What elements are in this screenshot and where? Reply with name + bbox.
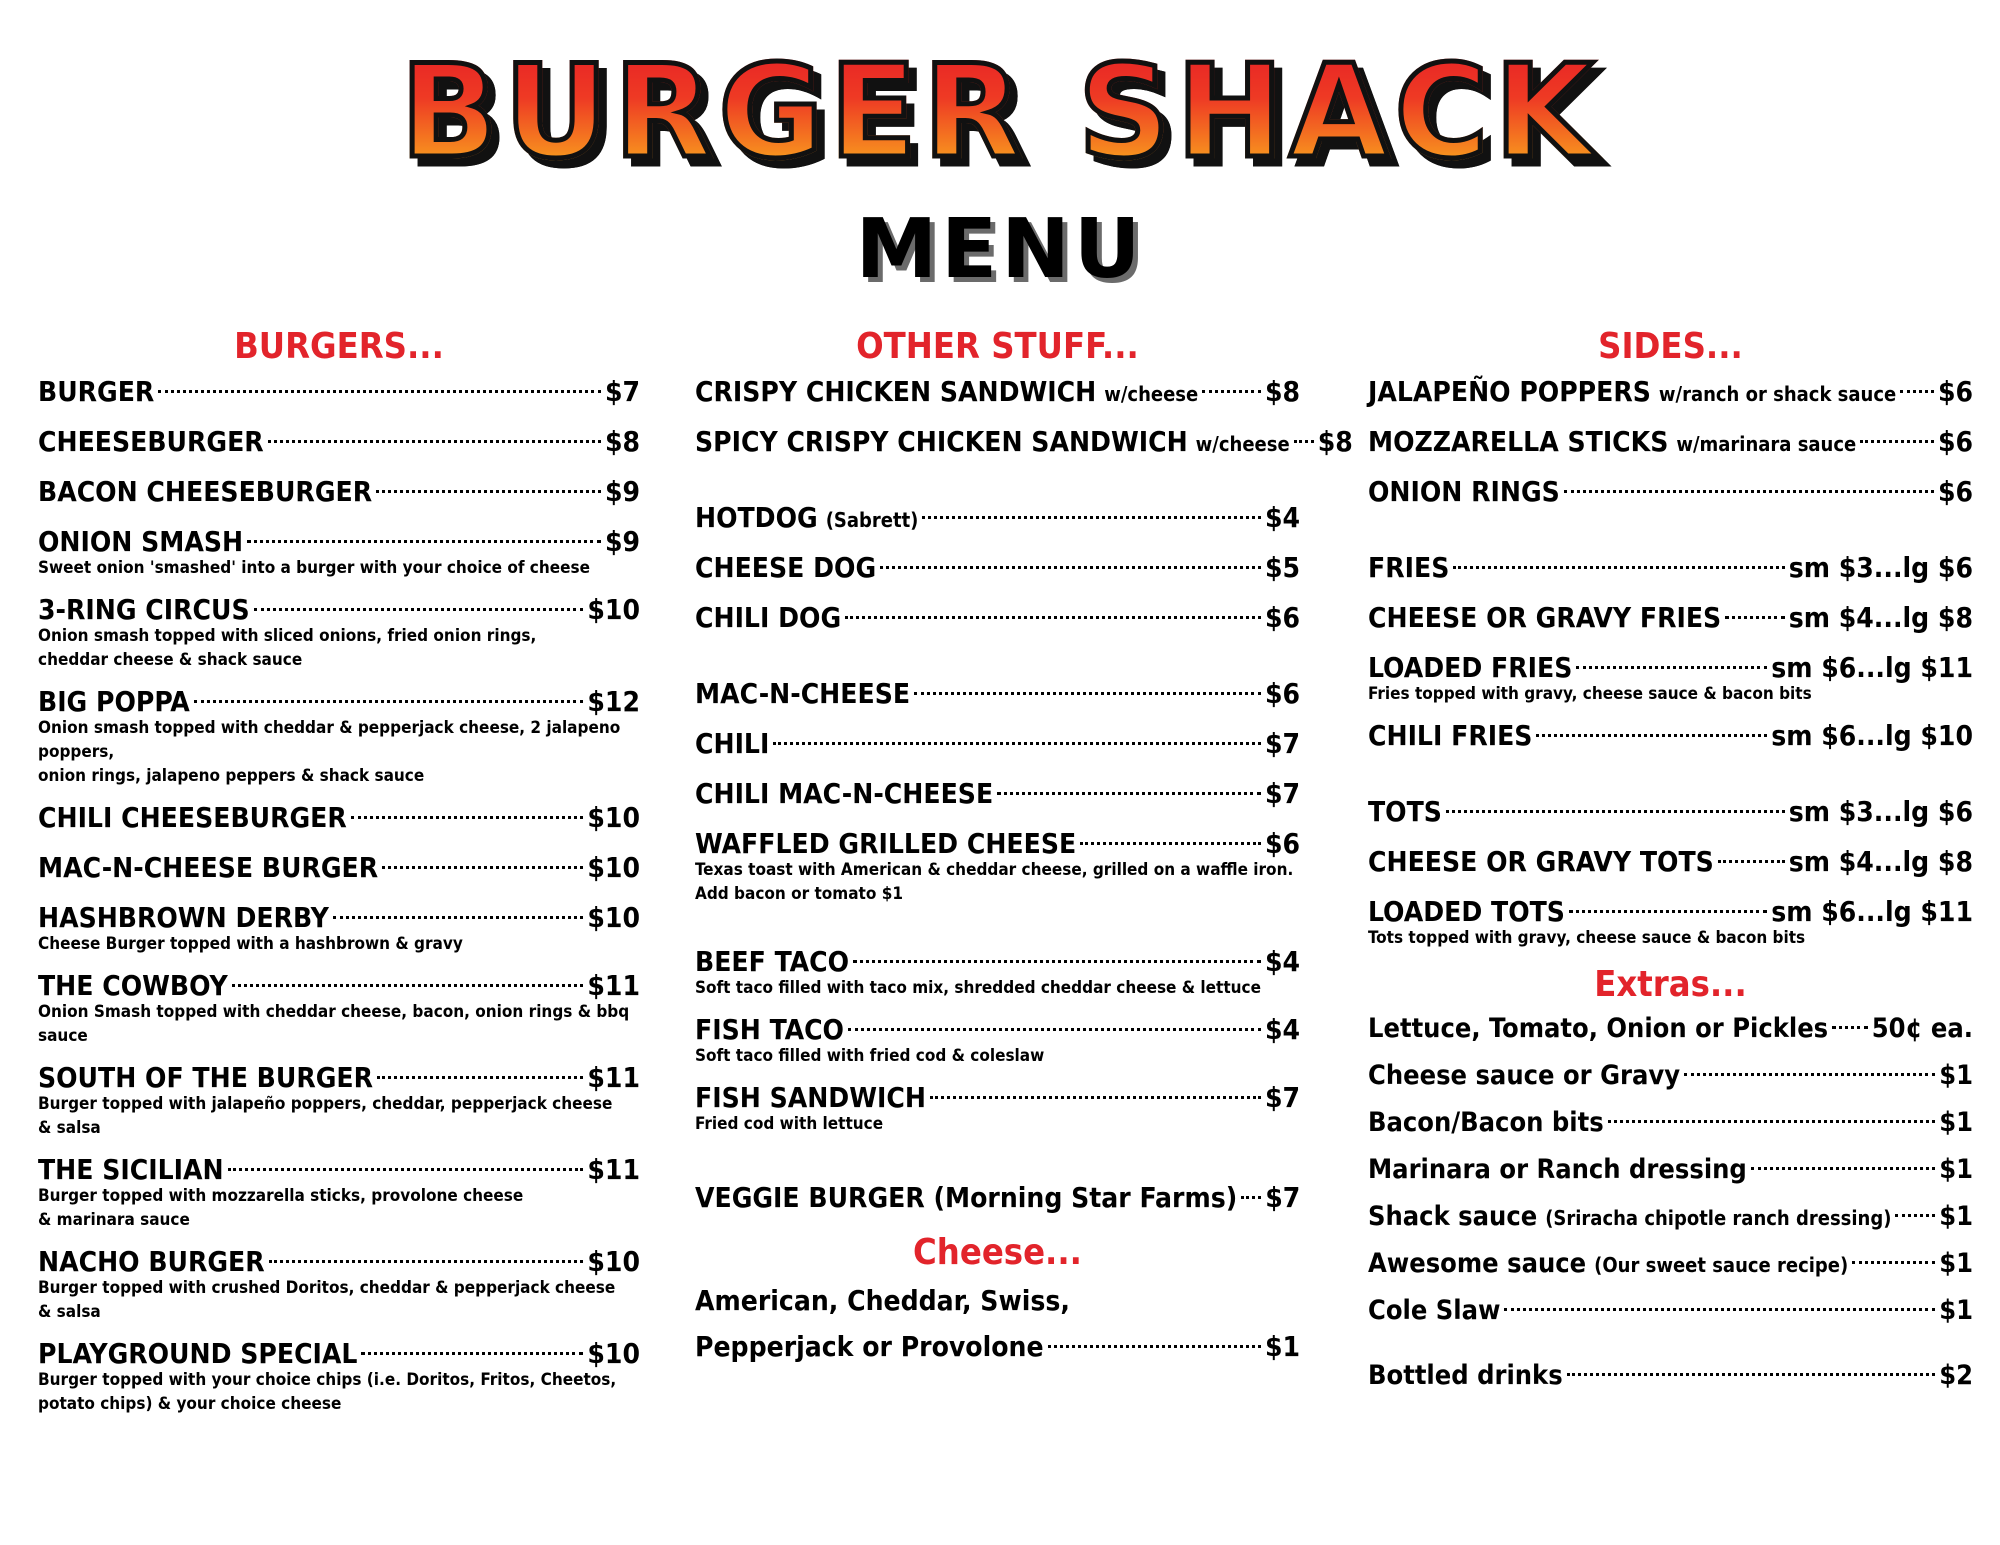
menu-item	[38, 1334, 640, 1416]
item-name: FRIES	[1368, 551, 1450, 584]
menu-item	[38, 966, 640, 1048]
menu-item	[1368, 1245, 1973, 1283]
cheese-price: $1	[1264, 1330, 1300, 1363]
item-price: $7	[1265, 1181, 1301, 1214]
leader-dots	[254, 608, 584, 611]
item-name: VEGGIE BURGER (Morning Star Farms)	[695, 1181, 1238, 1214]
item-price: sm $4...lg $8	[1788, 845, 1973, 878]
item-description: potato chips) & your choice cheese	[38, 1394, 342, 1414]
item-name: CHEESE OR GRAVY TOTS	[1368, 845, 1714, 878]
item-name: Cole Slaw	[1368, 1295, 1501, 1326]
item-name: HASHBROWN DERBY	[38, 901, 329, 934]
item-price: $11	[587, 1061, 640, 1094]
item-price: $6	[1937, 475, 1973, 508]
leader-dots	[1832, 1026, 1868, 1029]
leader-dots	[1241, 1196, 1261, 1199]
leader-dots	[845, 616, 1261, 619]
other-stuff-heading: OTHER STUFF...	[856, 326, 1139, 367]
item-name: CHEESEBURGER	[38, 425, 264, 458]
item-price: $4	[1264, 1013, 1300, 1046]
menu-item	[38, 590, 640, 672]
item-name: ONION RINGS	[1368, 475, 1560, 508]
leader-dots	[914, 692, 1261, 695]
restaurant-title: BURGER SHACK	[0, 38, 2000, 188]
item-name: CHILI MAC-N-CHEESE	[695, 777, 994, 810]
item-description: Fried cod with lettuce	[695, 1114, 884, 1134]
menu-item	[695, 548, 1300, 588]
leader-dots	[351, 816, 584, 819]
menu-item	[1368, 598, 1973, 638]
menu-item	[1368, 1198, 1973, 1236]
menu-item	[1368, 792, 1973, 832]
item-name: LOADED TOTS	[1368, 895, 1565, 928]
menu-item	[695, 724, 1300, 764]
item-price: $6	[1264, 677, 1300, 710]
item-price: $10	[587, 801, 640, 834]
menu-item	[1368, 1057, 1973, 1095]
leader-dots	[247, 540, 601, 543]
leader-dots	[268, 440, 601, 443]
item-name: Cheese sauce or Gravy	[1368, 1060, 1681, 1091]
leader-dots	[382, 866, 583, 869]
leader-dots	[880, 566, 1261, 569]
menu-item	[38, 848, 640, 888]
item-name: 3-RING CIRCUS	[38, 593, 250, 626]
item-description: Burger topped with crushed Doritos, cheddar & pepperjack cheese	[38, 1278, 616, 1298]
item-price: $7	[1264, 777, 1300, 810]
menu-item	[695, 1010, 1300, 1068]
leader-dots	[1504, 1308, 1935, 1311]
item-name: BURGER	[38, 375, 155, 408]
item-name: THE SICILIAN	[38, 1153, 224, 1186]
item-price: $8	[604, 425, 640, 458]
item-name: TOTS	[1368, 795, 1442, 828]
leader-dots	[194, 700, 584, 703]
leader-dots	[1751, 1167, 1935, 1170]
leader-dots	[997, 792, 1261, 795]
item-description: Texas toast with American & cheddar cheese, grilled on a waffle iron.	[695, 860, 1294, 880]
item-price: $5	[1264, 551, 1300, 584]
leader-dots	[773, 742, 1261, 745]
menu-item	[1368, 842, 1973, 882]
menu-item	[1368, 1104, 1973, 1142]
leader-dots	[1294, 440, 1314, 443]
sides-list	[1368, 372, 1973, 950]
item-price: $2	[1939, 1360, 1973, 1391]
item-name: CHEESE DOG	[695, 551, 877, 584]
item-description: Tots topped with gravy, cheese sauce & bacon bits	[1368, 928, 1806, 948]
item-name: JALAPEÑO POPPERS	[1368, 375, 1651, 408]
item-price: $6	[1264, 601, 1300, 634]
item-price: $10	[587, 593, 640, 626]
item-name: Awesome sauce	[1368, 1248, 1587, 1279]
menu-item	[38, 798, 640, 838]
item-price: $7	[604, 375, 640, 408]
menu-item	[1368, 892, 1973, 950]
menu-item	[38, 422, 640, 462]
leader-dots	[1446, 810, 1785, 813]
item-name: FISH SANDWICH	[695, 1081, 926, 1114]
leader-dots	[158, 390, 601, 393]
menu-item	[1368, 422, 1973, 462]
item-name: Lettuce, Tomato, Onion or Pickles	[1368, 1013, 1829, 1044]
menu-item	[38, 898, 640, 956]
item-price: $9	[604, 525, 640, 558]
other-stuff-column	[695, 322, 1353, 1370]
item-name: SPICY CRISPY CHICKEN SANDWICH	[695, 425, 1188, 458]
item-price: $10	[587, 901, 640, 934]
leader-dots	[1608, 1120, 1936, 1123]
item-description: cheddar cheese & shack sauce	[38, 650, 303, 670]
item-price: $10	[587, 851, 640, 884]
item-price: sm $4...lg $8	[1788, 601, 1973, 634]
item-price: $8	[1264, 375, 1300, 408]
leader-dots	[1900, 390, 1934, 393]
item-price: $4	[1264, 945, 1300, 978]
leader-dots	[1725, 616, 1785, 619]
leader-dots	[848, 1028, 1261, 1031]
item-note: w/marinara sauce	[1676, 432, 1857, 456]
item-name: CHILI	[695, 727, 770, 760]
item-name: NACHO BURGER	[38, 1245, 265, 1278]
menu-heading: MENU	[855, 202, 1145, 297]
item-name: WAFFLED GRILLED CHEESE	[695, 827, 1077, 860]
other-stuff-list	[695, 372, 1353, 1218]
leader-dots	[1536, 734, 1767, 737]
item-description: Onion smash topped with cheddar & pepperjack cheese, 2 jalapeno poppers,	[38, 718, 621, 762]
extras-list	[1368, 1010, 1973, 1330]
leader-dots	[1718, 860, 1785, 863]
item-name: BEEF TACO	[695, 945, 849, 978]
menu-item	[38, 1150, 640, 1232]
menu-item	[1368, 472, 1973, 512]
item-name: PLAYGROUND SPECIAL	[38, 1337, 358, 1370]
item-name: MOZZARELLA STICKS	[1368, 425, 1669, 458]
leader-dots	[1048, 1345, 1261, 1348]
leader-dots	[269, 1260, 584, 1263]
menu-item	[695, 942, 1300, 1000]
item-name: Shack sauce	[1368, 1201, 1538, 1232]
item-description: Fries topped with gravy, cheese sauce & bacon bits	[1368, 684, 1812, 704]
menu-item	[38, 372, 640, 412]
item-name: CHILI FRIES	[1368, 719, 1533, 752]
leader-dots	[1576, 666, 1767, 669]
item-price: $1	[1939, 1201, 1973, 1232]
item-name: LOADED FRIES	[1368, 651, 1573, 684]
item-description: Soft taco filled with taco mix, shredded cheddar cheese & lettuce	[695, 978, 1261, 998]
item-price: $6	[1937, 375, 1973, 408]
item-description: Sweet onion 'smashed' into a burger with your choice of cheese	[38, 558, 590, 578]
item-price: $10	[587, 1337, 640, 1370]
item-description: Burger topped with jalapeño poppers, cheddar, pepperjack cheese	[38, 1094, 613, 1114]
item-description: Burger topped with mozzarella sticks, provolone cheese	[38, 1186, 524, 1206]
leader-dots	[1080, 842, 1261, 845]
cheese-heading: Cheese...	[913, 1232, 1082, 1273]
item-note: (Sriracha chipotle ranch dressing)	[1545, 1206, 1892, 1230]
item-description: Onion Smash topped with cheddar cheese, bacon, onion rings & bbq sauce	[38, 1002, 630, 1046]
menu-item	[38, 682, 640, 788]
burgers-column	[38, 322, 640, 1426]
menu-item	[38, 522, 640, 580]
menu-item	[1368, 548, 1973, 588]
item-description: & salsa	[38, 1118, 101, 1138]
item-description: & marinara sauce	[38, 1210, 190, 1230]
sides-column	[1368, 322, 1973, 1404]
item-name: THE COWBOY	[38, 969, 228, 1002]
item-price: $11	[587, 1153, 640, 1186]
item-price: sm $6...lg $10	[1771, 719, 1973, 752]
item-name: SOUTH OF THE BURGER	[38, 1061, 374, 1094]
leader-dots	[377, 1076, 583, 1079]
cheese-options-line: American, Cheddar, Swiss,	[695, 1284, 1070, 1317]
item-price: $4	[1264, 501, 1300, 534]
item-price: $1	[1939, 1107, 1973, 1138]
leader-dots	[930, 1096, 1261, 1099]
item-description: onion rings, jalapeno peppers & shack sauce	[38, 766, 425, 786]
item-price: $9	[604, 475, 640, 508]
cheese-options-line-2: Pepperjack or Provolone	[695, 1330, 1044, 1363]
item-price: $6	[1264, 827, 1300, 860]
sides-heading: SIDES...	[1598, 326, 1743, 367]
menu-item	[1368, 1292, 1973, 1330]
menu-item	[695, 498, 1300, 538]
item-price: sm $6...lg $11	[1771, 895, 1973, 928]
item-price: $11	[587, 969, 640, 1002]
extras-heading: Extras...	[1594, 964, 1747, 1005]
item-price: $6	[1937, 425, 1973, 458]
item-price: $1	[1939, 1295, 1973, 1326]
menu-item	[1368, 648, 1973, 706]
item-description: Soft taco filled with fried cod & coleslaw	[695, 1046, 1045, 1066]
item-name: ONION SMASH	[38, 525, 244, 558]
leader-dots	[1895, 1214, 1935, 1217]
item-description: Add bacon or tomato $1	[695, 884, 903, 904]
leader-dots	[376, 490, 601, 493]
menu-item	[695, 372, 1300, 412]
leader-dots	[333, 916, 584, 919]
leader-dots	[1684, 1073, 1935, 1076]
item-note: (Sabrett)	[825, 508, 919, 532]
cheese-price-line	[695, 1324, 1300, 1370]
leader-dots	[1860, 440, 1934, 443]
item-description: & salsa	[38, 1302, 101, 1322]
leader-dots	[228, 1168, 584, 1171]
leader-dots	[1202, 390, 1261, 393]
menu-item	[1368, 1010, 1973, 1048]
burgers-heading: BURGERS...	[234, 326, 444, 367]
leader-dots	[922, 516, 1261, 519]
menu-item	[1368, 372, 1973, 412]
item-price: $1	[1939, 1154, 1973, 1185]
menu-item-bottled-drinks	[1368, 1357, 1973, 1395]
item-name: MAC-N-CHEESE BURGER	[38, 851, 379, 884]
item-price: $10	[587, 1245, 640, 1278]
menu-item	[695, 598, 1300, 638]
menu-item	[695, 1178, 1300, 1218]
menu-item	[1368, 1151, 1973, 1189]
leader-dots	[1852, 1261, 1935, 1264]
item-description: Onion smash topped with sliced onions, fried onion rings,	[38, 626, 537, 646]
item-price: $8	[1317, 425, 1353, 458]
item-price: $7	[1264, 1081, 1300, 1114]
menu-item	[1368, 716, 1973, 756]
menu-item	[38, 1058, 640, 1140]
leader-dots	[1569, 910, 1767, 913]
item-description: Burger topped with your choice chips (i.e. Doritos, Fritos, Cheetos,	[38, 1370, 617, 1390]
item-name: Marinara or Ranch dressing	[1368, 1154, 1747, 1185]
item-name: Bacon/Bacon bits	[1368, 1107, 1604, 1138]
leader-dots	[232, 984, 584, 987]
item-name: Bottled drinks	[1368, 1360, 1563, 1391]
menu-item	[38, 1242, 640, 1324]
item-name: MAC-N-CHEESE	[695, 677, 911, 710]
item-price: 50¢ ea.	[1871, 1013, 1973, 1044]
item-note: w/cheese	[1104, 382, 1199, 406]
menu-item	[695, 824, 1300, 906]
item-price: $7	[1264, 727, 1300, 760]
item-price: sm $3...lg $6	[1788, 551, 1973, 584]
item-price: sm $6...lg $11	[1771, 651, 1973, 684]
menu-item	[695, 774, 1300, 814]
item-price: $1	[1939, 1060, 1973, 1091]
item-note: w/cheese	[1195, 432, 1290, 456]
item-name: CHILI CHEESEBURGER	[38, 801, 347, 834]
leader-dots	[1453, 566, 1784, 569]
leader-dots	[1567, 1373, 1936, 1376]
leader-dots	[1564, 490, 1934, 493]
item-note: w/ranch or shack sauce	[1658, 382, 1897, 406]
item-name: HOTDOG	[695, 501, 818, 534]
item-note: (Our sweet sauce recipe)	[1594, 1253, 1849, 1277]
menu-item	[695, 422, 1353, 462]
item-name: CHILI DOG	[695, 601, 842, 634]
menu-item	[38, 472, 640, 512]
item-name: CRISPY CHICKEN SANDWICH	[695, 375, 1097, 408]
item-price: $12	[587, 685, 640, 718]
leader-dots	[853, 960, 1261, 963]
item-name: FISH TACO	[695, 1013, 844, 1046]
item-price: sm $3...lg $6	[1788, 795, 1973, 828]
leader-dots	[361, 1352, 583, 1355]
item-name: BIG POPPA	[38, 685, 190, 718]
menu-item	[695, 674, 1300, 714]
item-price: $1	[1939, 1248, 1973, 1279]
burgers-list	[38, 372, 640, 1416]
item-name: BACON CHEESEBURGER	[38, 475, 373, 508]
item-name: CHEESE OR GRAVY FRIES	[1368, 601, 1722, 634]
item-description: Cheese Burger topped with a hashbrown & gravy	[38, 934, 463, 954]
menu-item	[695, 1078, 1300, 1136]
